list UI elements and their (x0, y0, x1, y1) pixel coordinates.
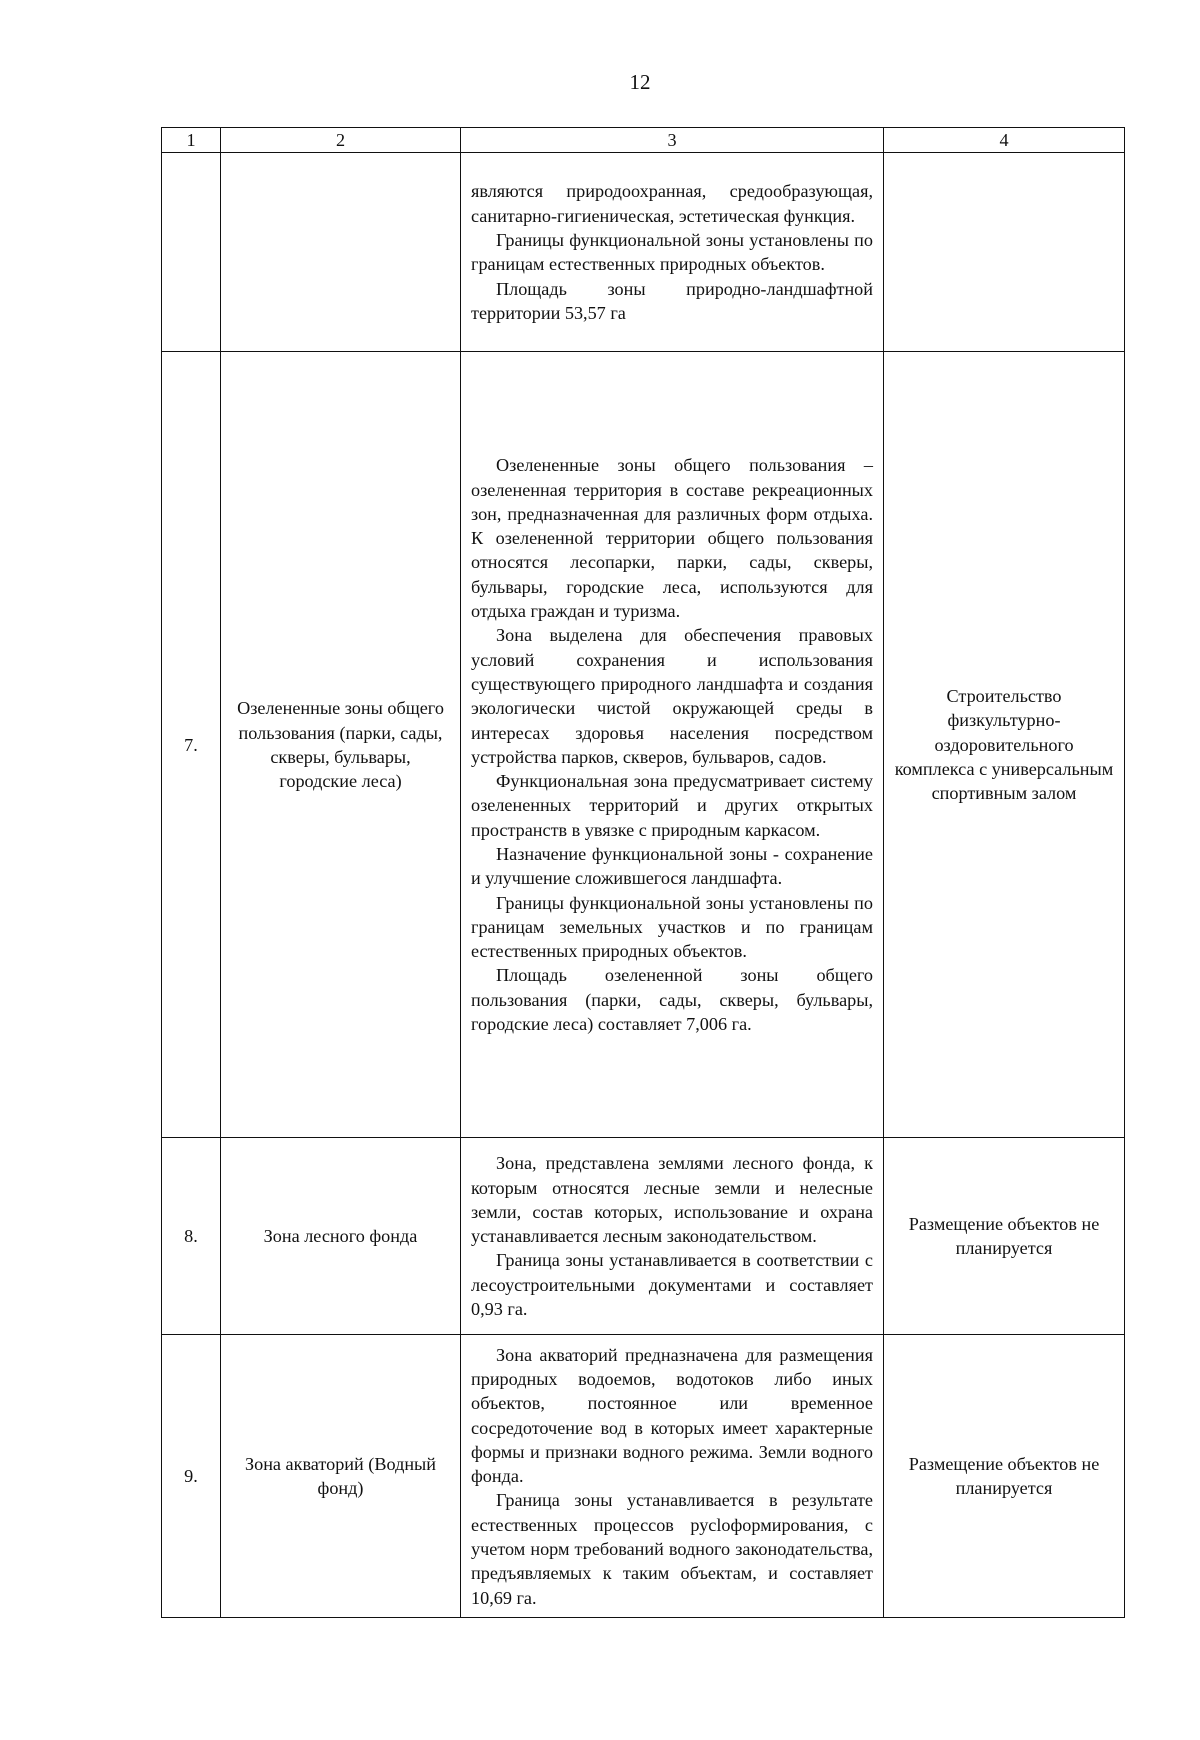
description-paragraph: Озелененные зоны общего пользования – озелененная территория в составе рекреационных зон, предназначенная для различных форм отдыха. К озелененной территории общего пользования относятся лесопарки, парки, сады, скверы, бульвары, городские леса, используются для отдыха граждан и туризма. (471, 455, 873, 622)
planned-measures (884, 153, 1125, 352)
column-header-1: 1 (162, 128, 221, 153)
column-header-2: 2 (221, 128, 461, 153)
table-row (162, 352, 1125, 1138)
description-paragraph: Назначение функциональной зоны - сохранение и улучшение сложившегося ландшафта. (471, 843, 873, 889)
row-number (162, 153, 221, 352)
description-paragraph: Функциональная зона предусматривает систему озелененных территорий и других открытых пространств в увязке с природным каркасом. (471, 771, 873, 840)
table-header-row (162, 128, 1125, 153)
zone-description (461, 1335, 884, 1618)
zones-table (161, 127, 1125, 1618)
description-paragraph: Зона, представлена землями лесного фонда, к которым относятся лесные земли и нелесные земли, состав которых, использование и охрана устанавливается лесным законодательством. (471, 1153, 873, 1247)
planned-measures: Строительство физкультурно-оздоровительного комплекса с универсальным спортивным залом (884, 352, 1125, 1138)
zone-description (461, 153, 884, 352)
column-header-4: 4 (884, 128, 1125, 153)
table-row (162, 1138, 1125, 1335)
description-paragraph: являются природоохранная, средообразующая, санитарно-гигиеническая, эстетическая функция. (471, 181, 873, 226)
row-number: 8. (162, 1138, 221, 1335)
zone-name: Озелененные зоны общего пользования (парки, сады, скверы, бульвары, городские леса) (221, 352, 461, 1138)
row-number: 9. (162, 1335, 221, 1618)
description-paragraph: Площадь зоны природно-ландшафтной территории 53,57 га (471, 278, 873, 323)
planned-measures: Размещение объектов не планируется (884, 1138, 1125, 1335)
zone-name: Зона лесного фонда (221, 1138, 461, 1335)
zone-name: Зона акваторий (Водный фонд) (221, 1335, 461, 1618)
zone-description (461, 352, 884, 1138)
description-paragraph: Площадь озелененной зоны общего пользования (парки, сады, скверы, бульвары, городские леса) составляет 7,006 га. (471, 965, 873, 1035)
page-number: 12 (629, 70, 651, 94)
description-paragraph: Зона акваторий предназначена для размещения природных водоемов, водотоков либо иных объектов, постоянное или временное сосредоточение вод в которых имеет характерные формы и признаки водного режима. Земли водного фонда. (471, 1344, 873, 1487)
description-paragraph: Границы функциональной зоны установлены по границам земельных участков и по границам естественных природных объектов. (471, 892, 873, 962)
table-row-continuation (162, 153, 1125, 352)
column-header-3: 3 (461, 128, 884, 153)
description-paragraph: Границы функциональной зоны установлены по границам естественных природных объектов. (471, 230, 873, 275)
row-number: 7. (162, 352, 221, 1138)
planned-measures: Размещение объектов не планируется (884, 1335, 1125, 1618)
description-paragraph: Граница зоны устанавливается в соответствии с лесоустроительными документами и составляет 0,93 га. (471, 1250, 873, 1320)
zone-name (221, 153, 461, 352)
description-paragraph: Граница зоны устанавливается в результате естественных процессов русloформирования, с учетом норм требований водного законодательства, предъявляемых к таким объектам, и составляет 10,69 га. (471, 1490, 873, 1608)
description-paragraph: Зона выделена для обеспечения правовых условий сохранения и использования существующего природного ландшафта и создания экологически чистой окружающей среды в интересах здоровья населения посредством устройства парков, скверов, бульваров, садов. (471, 625, 873, 767)
zone-description (461, 1138, 884, 1335)
table-row (162, 1335, 1125, 1618)
